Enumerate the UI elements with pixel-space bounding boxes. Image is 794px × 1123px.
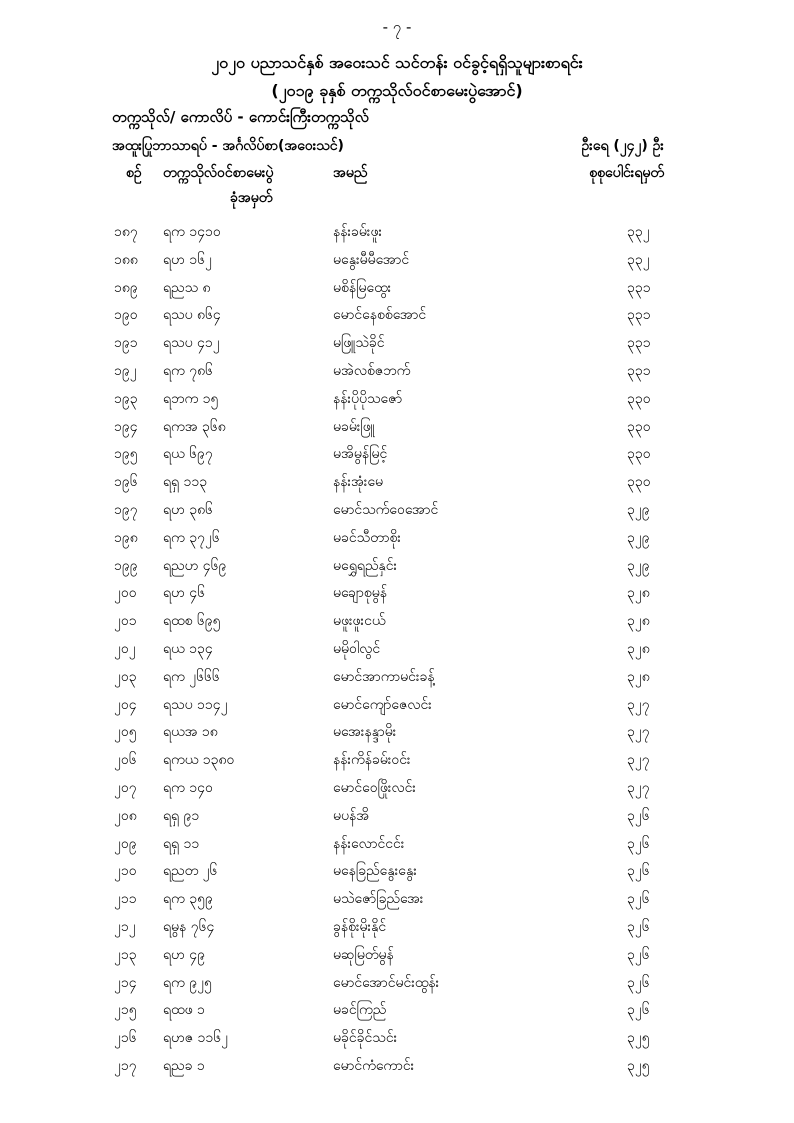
total-marks: ၃၂၈	[627, 640, 650, 657]
list-item	[0, 1056, 794, 1084]
roll-number: ရယအ ၁၈	[163, 724, 218, 741]
list-item	[0, 1000, 794, 1028]
list-item	[0, 639, 794, 667]
row-number: ၁၉၅	[114, 446, 138, 463]
student-name: မောင်နေစစ်အောင်	[333, 307, 427, 324]
student-name: မောင်ဝေဖြိုးလင်း	[333, 779, 416, 796]
roll-number: ရသပ ၁၁၄၂	[163, 696, 228, 713]
student-name: မခိုင်ခိုင်သင်း	[333, 1030, 398, 1047]
roll-number: ရက ၂၆၆၆	[163, 668, 220, 685]
list-item	[0, 945, 794, 973]
header-roll: တက္ကသိုလ်ဝင်စာမေးပွဲ	[163, 165, 274, 181]
row-number: ၁၈၉	[114, 279, 138, 296]
row-number: ၂၁၄	[114, 974, 137, 991]
total-marks: ၃၃၀	[627, 390, 651, 407]
total-marks: ၃၂၉	[627, 529, 650, 546]
total-marks: ၃၂၇	[627, 752, 650, 769]
list-item	[0, 889, 794, 917]
header-name: အမည်	[333, 165, 368, 181]
header-marks: စုစုပေါင်းရမှတ်	[589, 165, 664, 181]
row-number: ၂၀၂	[114, 640, 136, 657]
document-subtitle: (၂၀၁၉ ခုနှစ် တက္ကသိုလ်ဝင်စာမေးပွဲအောင်)	[271, 81, 523, 100]
total-marks: ၃၃၁	[627, 335, 651, 352]
list-item	[0, 556, 794, 584]
student-name: မအေးနန္ဒာမိုး	[333, 724, 397, 741]
list-item	[0, 389, 794, 417]
total-marks: ၃၃၂	[627, 224, 650, 240]
list-item	[0, 778, 794, 806]
student-name: မဆုမြတ်မွန်	[333, 946, 394, 963]
student-name: မနေခြည်နွေးနွေး	[333, 863, 417, 880]
student-name: မခင်သီတာစိုး	[333, 529, 401, 546]
roll-number: ရရှ ၁၁၃	[163, 474, 208, 491]
roll-number: ရကယ ၁၃၈၀	[163, 752, 235, 769]
total-marks: ၃၃၂	[627, 251, 650, 268]
total-marks: ၃၂၆	[627, 1002, 650, 1019]
list-item	[0, 333, 794, 361]
results-list	[0, 222, 794, 1084]
category-line: အထူးပြုဘာသာရပ် - အင်္ဂလိပ်စာ(အဝေးသင်)	[112, 138, 344, 154]
row-number: ၁၈၇	[114, 224, 138, 240]
student-name: မောင်သက်ဝေအောင်	[333, 501, 439, 518]
roll-number: ရသပ ၈၆၄	[163, 307, 221, 324]
row-number: ၁၉၂	[114, 362, 137, 379]
list-item	[0, 667, 794, 695]
university-line: တက္ကသိုလ်/ ကောလိပ် - ကောင်းကြီးတက္ကသိုလ်	[112, 108, 369, 126]
row-number: ၂၀၈	[114, 807, 137, 824]
student-name: မဖြူသဲခိုင်	[333, 335, 385, 352]
row-number: ၂၀၆	[114, 752, 137, 769]
student-name: မစိန်မြထွေး	[333, 279, 392, 296]
list-item	[0, 722, 794, 750]
roll-number: ရက ၃၇၂၆	[163, 529, 220, 546]
total-marks: ၃၂၈	[627, 668, 650, 685]
list-item	[0, 444, 794, 472]
list-item	[0, 861, 794, 889]
total-marks: ၃၂၆	[627, 918, 650, 935]
total-marks: ၃၂၆	[627, 807, 650, 824]
student-name: မဖူးဖူးငယ်	[333, 613, 386, 630]
roll-number: ရဟ ၃၈၆	[163, 501, 213, 518]
student-name: မောင်အောင်မင်းထွန်း	[333, 974, 440, 991]
student-name: မောင်ကံကောင်း	[333, 1057, 415, 1074]
total-marks: ၃၂၅	[627, 1030, 650, 1047]
list-item	[0, 806, 794, 834]
total-marks: ၃၂၆	[627, 946, 650, 963]
total-marks: ၃၃၁	[627, 279, 651, 296]
list-item	[0, 1028, 794, 1056]
list-item	[0, 695, 794, 723]
roll-number: ရထဖ ၁	[163, 1002, 205, 1019]
roll-number: ရထစ ၆၉၅	[163, 613, 221, 630]
list-item	[0, 973, 794, 1001]
roll-number: ရမွန ၇၆၄	[163, 918, 215, 935]
row-number: ၂၀၃	[114, 668, 137, 685]
student-name: မနွေးမီမီအောင်	[333, 251, 410, 268]
roll-number: ရယ ၁၃၄	[163, 640, 213, 657]
roll-number: ရက ၁၄၀	[163, 779, 213, 796]
list-item	[0, 361, 794, 389]
roll-number: ရရှ ၁၁	[163, 835, 200, 852]
student-name: မောင်အာကာမင်းခန့်	[333, 668, 435, 685]
roll-number: ရက ၁၄၁၀	[163, 224, 221, 240]
roll-number: ရဟဇ ၁၁၆၂	[163, 1030, 229, 1047]
row-number: ၂၁၃	[114, 946, 137, 963]
row-number: ၁၉၃	[114, 390, 138, 407]
row-number: ၁၉၄	[114, 418, 138, 435]
roll-number: ရရှ ၉၁	[163, 807, 200, 824]
total-marks: ၃၃၀	[627, 418, 651, 435]
student-name: မအိမွန်မြင့်	[333, 446, 388, 463]
page-number: - ၇ -	[382, 18, 412, 36]
row-number: ၂၁၅	[114, 1002, 137, 1019]
row-number: ၁၉၈	[114, 529, 138, 546]
student-name: မခင်ကြည်	[333, 1002, 387, 1019]
student-name: မသဲဇော်ခြည်အေး	[333, 891, 424, 908]
row-number: ၁၉၀	[114, 307, 138, 324]
roll-number: ရဘက ၁၅	[163, 390, 219, 407]
total-marks: ၃၂၇	[627, 779, 650, 796]
document-title: ၂၀၂၀ ပညာသင်နှစ် အဝေးသင် သင်တန်း ဝင်ခွင့်ရရှိသူများစာရင်း	[211, 53, 583, 72]
row-number: ၁၉၇	[114, 501, 138, 518]
row-number: ၁၉၉	[114, 557, 138, 574]
student-name: မအဲလစ်ဇဘက်	[333, 362, 411, 379]
row-number: ၂၀၉	[114, 835, 137, 852]
list-item	[0, 472, 794, 500]
student-name: နန်းကိန်ခမ်းဝင်း	[333, 752, 411, 769]
row-number: ၂၀၁	[114, 613, 137, 630]
roll-number: ရက ၉၂၅	[163, 974, 212, 991]
student-name: မပန်အိ	[333, 807, 370, 824]
list-item	[0, 417, 794, 445]
list-item	[0, 528, 794, 556]
list-item	[0, 750, 794, 778]
roll-number: ရညတ ၂၆	[163, 863, 218, 880]
roll-number: ရက ၃၅၉	[163, 891, 213, 908]
total-marks: ၃၂၉	[627, 557, 650, 574]
student-name: နန်းပိုပိုသဇော်	[333, 390, 403, 407]
row-number: ၂၁၂	[114, 918, 136, 935]
list-item	[0, 250, 794, 278]
total-marks: ၃၃၁	[627, 362, 651, 379]
total-marks: ၃၃၁	[627, 307, 651, 324]
list-item	[0, 917, 794, 945]
list-item	[0, 222, 794, 250]
row-number: ၂၀၀	[114, 585, 137, 602]
student-name: မရွှေရည်နှင်း	[333, 557, 398, 574]
row-number: ၁၉၆	[114, 474, 138, 491]
total-marks: ၃၂၅	[627, 1057, 650, 1074]
header-no: စဉ်	[126, 165, 142, 181]
roll-number: ရဟ ၄၆	[163, 585, 205, 602]
student-name: မောင်ကျော်ဇေလင်း	[333, 696, 432, 713]
list-item	[0, 611, 794, 639]
row-number: ၂၀၅	[114, 724, 137, 741]
student-name: နန်းလောင်ငင်း	[333, 835, 405, 852]
total-marks: ၃၃၀	[627, 446, 651, 463]
list-item	[0, 500, 794, 528]
student-name: မခမ်းဖြူ	[333, 418, 375, 435]
total-marks: ၃၂၈	[627, 613, 650, 630]
total-marks: ၃၂၇	[627, 724, 650, 741]
student-name: ခွန်စိုးမိုးနိုင်	[333, 918, 387, 935]
row-number: ၂၁၁	[114, 891, 137, 908]
roll-number: ရညခ ၁	[163, 1057, 205, 1074]
total-marks: ၃၂၆	[627, 891, 650, 908]
total-marks: ၃၂၉	[627, 501, 650, 518]
total-marks: ၃၂၇	[627, 696, 650, 713]
roll-number: ရညသ ၈	[163, 279, 211, 296]
row-number: ၂၁၇	[114, 1057, 137, 1074]
total-marks: ၃၂၆	[627, 863, 650, 880]
row-number: ၂၀၇	[114, 779, 137, 796]
student-name: နန်းခမ်းဖူး	[333, 224, 383, 240]
row-number: ၂၁၀	[114, 863, 137, 880]
total-marks: ၃၂၈	[627, 585, 650, 602]
student-name: နန်းအုံးမေ	[333, 474, 384, 491]
list-item	[0, 278, 794, 306]
total-marks: ၃၂၆	[627, 835, 650, 852]
row-number: ၂၀၄	[114, 696, 137, 713]
count-label: ဦးရေ (၂၄၂) ဦး	[581, 138, 664, 154]
total-marks: ၃၂၆	[627, 974, 650, 991]
roll-number: ရသပ ၄၁၂	[163, 335, 220, 352]
row-number: ၂၁၆	[114, 1030, 137, 1047]
student-name: မမိုဝါလွင်	[333, 640, 381, 657]
roll-number: ရယ ၆၉၇	[163, 446, 213, 463]
row-number: ၁၈၈	[114, 251, 138, 268]
roll-number: ရဟ ၁၆၂	[163, 251, 212, 268]
student-name: မချောစုမွန်	[333, 585, 388, 602]
total-marks: ၃၃၀	[627, 474, 651, 491]
roll-number: ရက ၇၈၆	[163, 362, 213, 379]
list-item	[0, 305, 794, 333]
header-roll-2: ခုံအမှတ်	[230, 190, 273, 206]
roll-number: ရညဟ ၄၆၉	[163, 557, 227, 574]
list-item	[0, 583, 794, 611]
list-item	[0, 834, 794, 862]
roll-number: ရကအ ၃၆၈	[163, 418, 226, 435]
row-number: ၁၉၁	[114, 335, 138, 352]
roll-number: ရဟ ၄၉	[163, 946, 205, 963]
